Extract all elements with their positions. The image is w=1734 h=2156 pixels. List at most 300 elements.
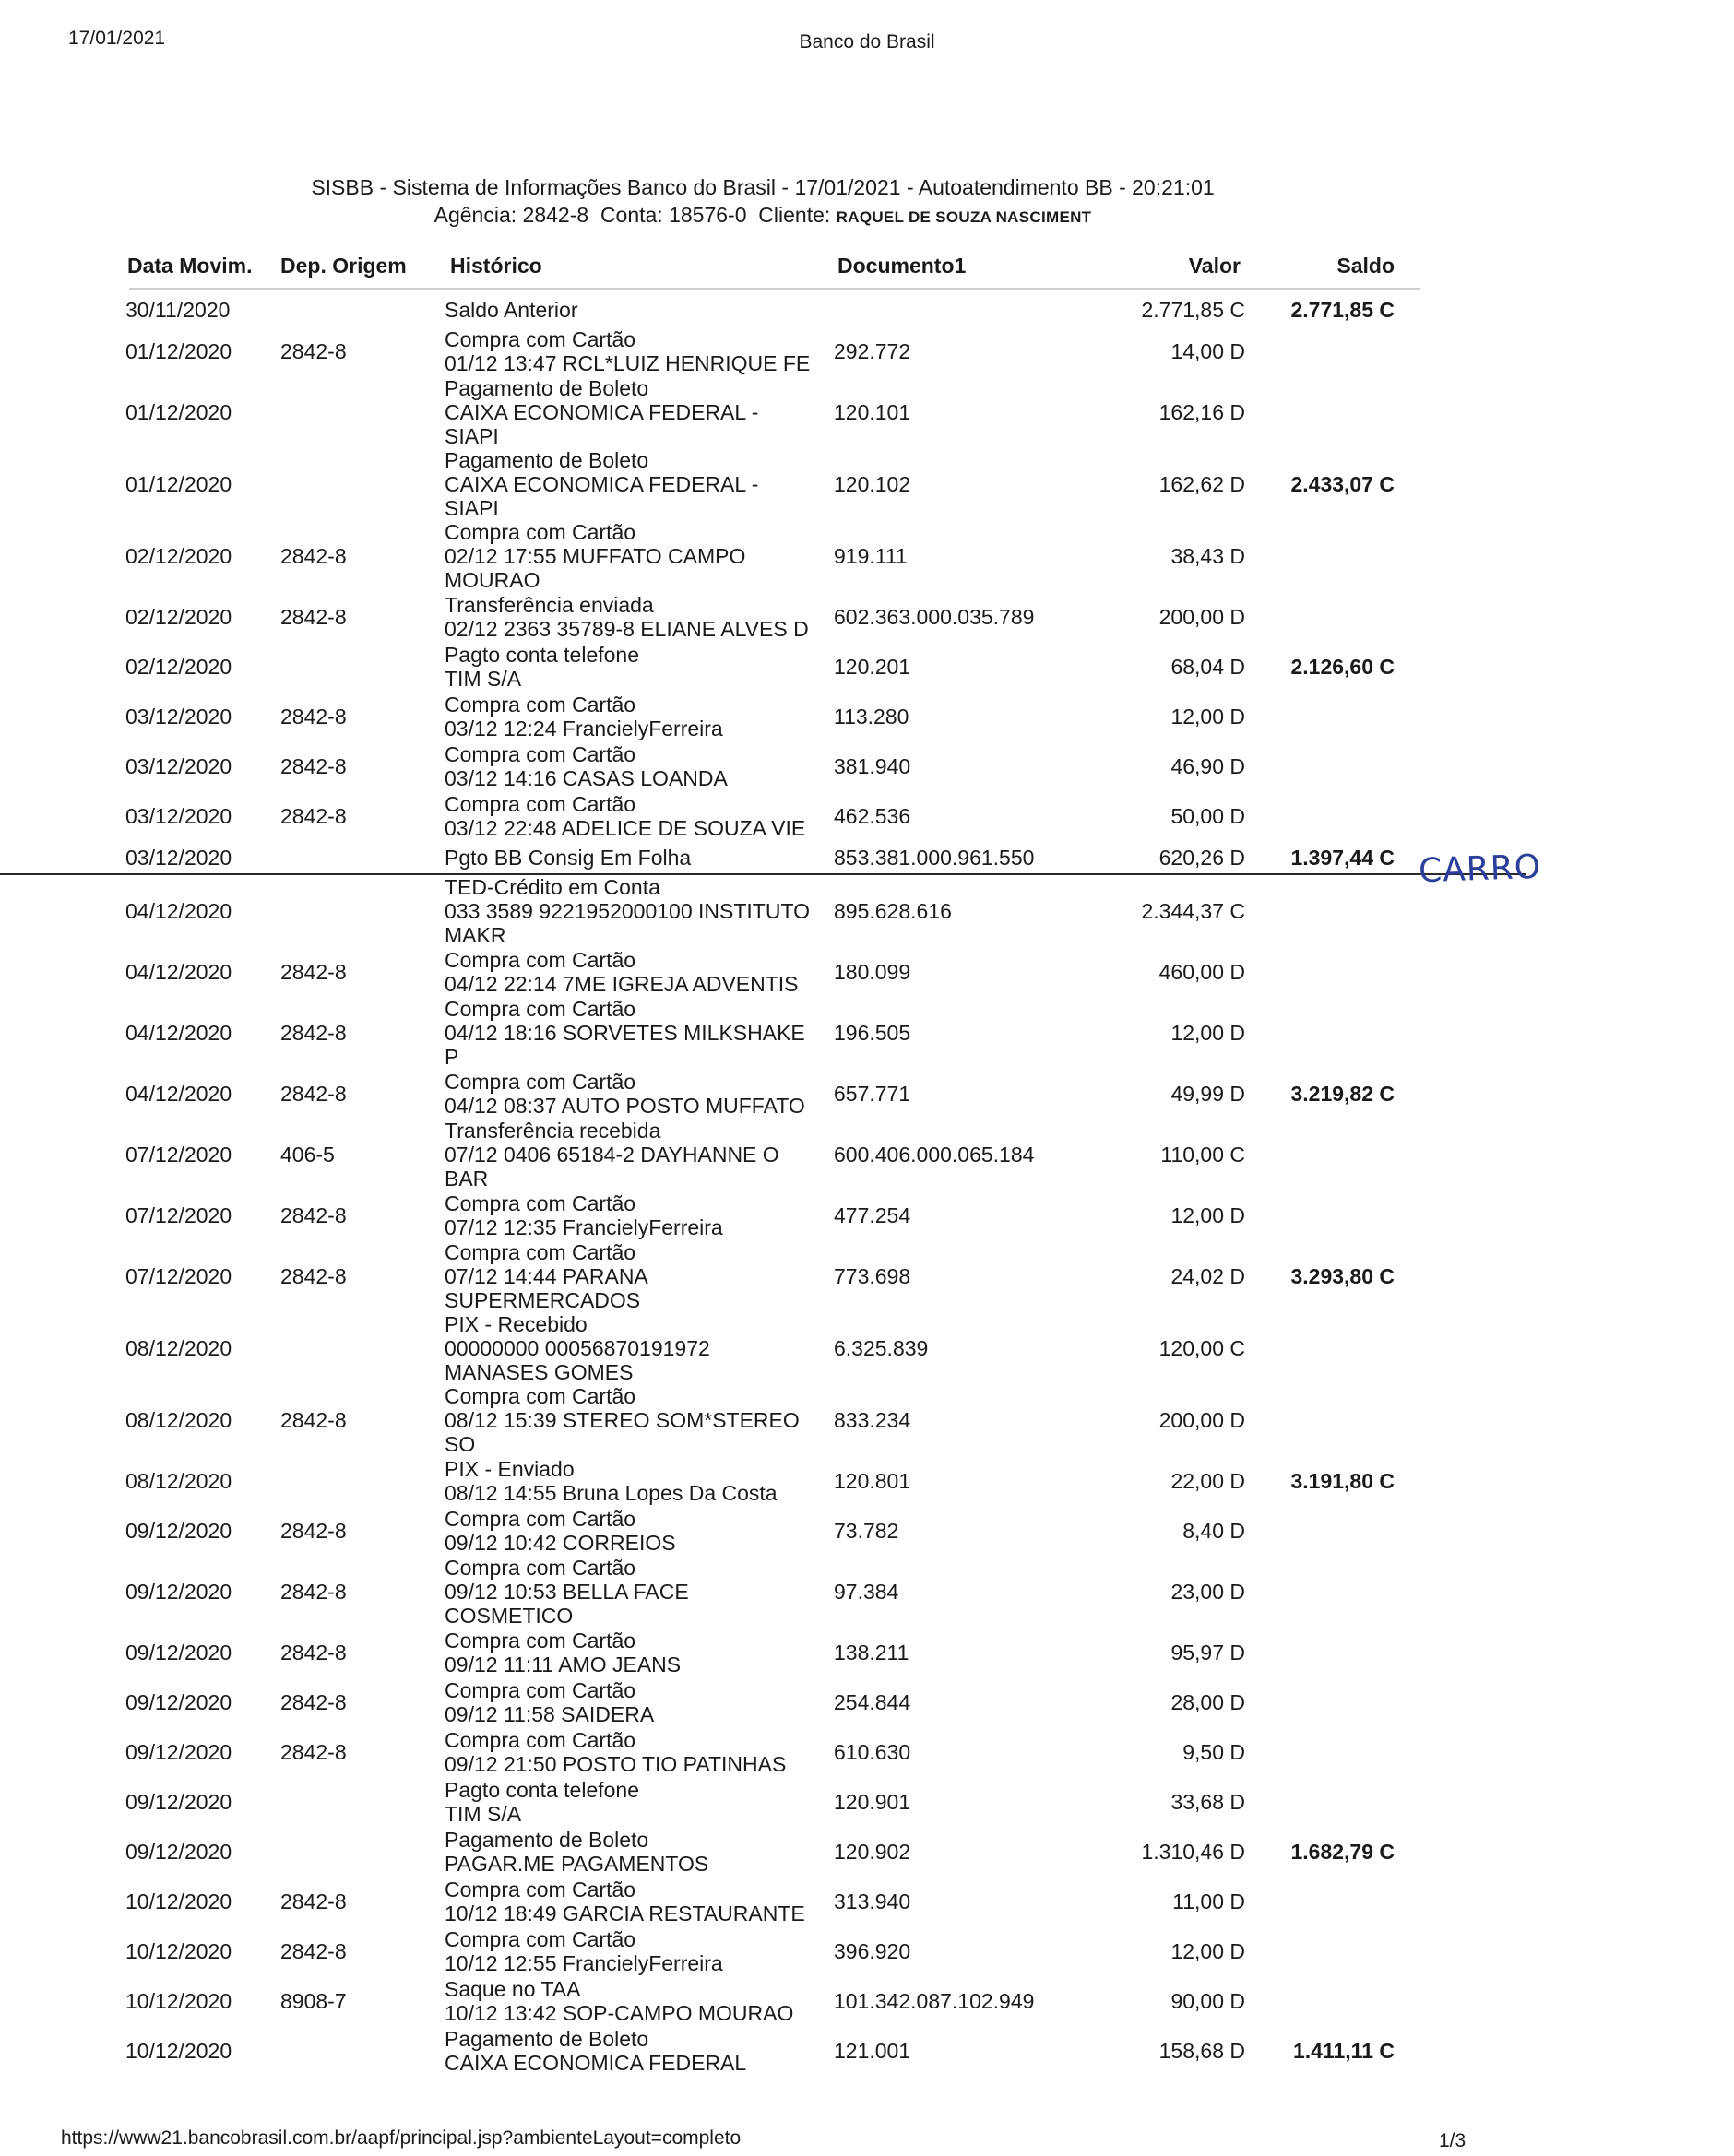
transaction-origin: 2842-8 bbox=[280, 1889, 347, 1913]
transaction-date: 09/12/2020 bbox=[125, 1641, 232, 1664]
transaction-date: 07/12/2020 bbox=[125, 1143, 232, 1167]
transaction-document: 895.628.616 bbox=[834, 899, 952, 923]
row-spacer bbox=[1395, 1628, 1526, 1677]
transaction-document: 602.363.000.035.789 bbox=[834, 605, 1035, 629]
history-line: 07/12 14:44 PARANA bbox=[445, 1264, 648, 1288]
history-line: SIAPI bbox=[445, 424, 499, 448]
row-spacer bbox=[1395, 1456, 1526, 1506]
history-line: P bbox=[445, 1045, 459, 1069]
history-line: Compra com Cartão bbox=[445, 1191, 636, 1215]
transaction-value: 49,99 D bbox=[1170, 1082, 1245, 1106]
transaction-origin bbox=[277, 1777, 443, 1827]
transaction-row bbox=[0, 293, 1526, 326]
row-spacer bbox=[1395, 1877, 1526, 1926]
transaction-value: 200,00 D bbox=[1158, 605, 1245, 629]
history-line: CAIXA ECONOMICA FEDERAL - bbox=[445, 472, 759, 496]
row-spacer bbox=[1395, 2026, 1526, 2076]
transaction-balance bbox=[1254, 1506, 1395, 1556]
transaction-origin: 2842-8 bbox=[280, 960, 347, 984]
client-name: RAQUEL DE SOUZA NASCIMENT bbox=[836, 208, 1092, 226]
transaction-history bbox=[443, 874, 830, 947]
history-line: Pagto conta telefone bbox=[445, 1778, 639, 1802]
transaction-value: 2.344,37 C bbox=[1141, 899, 1245, 923]
row-spacer bbox=[1395, 692, 1526, 741]
transaction-history bbox=[443, 1877, 830, 1926]
col-header-origin: Dep. Origem bbox=[280, 254, 407, 278]
row-spacer bbox=[1395, 1777, 1526, 1827]
transaction-row bbox=[0, 1877, 1526, 1926]
transaction-value: 28,00 D bbox=[1170, 1690, 1245, 1714]
history-line: 07/12 0406 65184-2 DAYHANNE O bbox=[445, 1143, 779, 1167]
history-line: 09/12 10:53 BELLA FACE bbox=[445, 1580, 689, 1604]
history-line: PAGAR.ME PAGAMENTOS bbox=[445, 1852, 709, 1876]
transaction-date: 04/12/2020 bbox=[125, 899, 232, 923]
transaction-value: 11,00 D bbox=[1172, 1889, 1245, 1913]
transaction-document: 254.844 bbox=[834, 1690, 911, 1714]
transaction-date: 10/12/2020 bbox=[125, 1989, 232, 2013]
row-spacer bbox=[1395, 1119, 1526, 1191]
col-header-document: Documento1 bbox=[837, 254, 967, 278]
transaction-history bbox=[443, 997, 830, 1069]
history-line: Compra com Cartão bbox=[445, 1629, 636, 1653]
history-line: 03/12 12:24 FrancielyFerreira bbox=[445, 717, 723, 740]
header-divider bbox=[129, 288, 1420, 290]
transaction-row bbox=[0, 1556, 1526, 1628]
transaction-date: 10/12/2020 bbox=[125, 1889, 232, 1913]
transaction-row bbox=[0, 874, 1526, 947]
transaction-value: 2.771,85 C bbox=[1141, 298, 1245, 322]
client-label: Cliente: bbox=[758, 203, 831, 227]
history-line: 08/12 14:55 Bruna Lopes Da Costa bbox=[445, 1481, 778, 1505]
transaction-origin bbox=[277, 642, 443, 692]
row-spacer bbox=[1395, 1556, 1526, 1628]
transaction-row bbox=[0, 947, 1526, 997]
transaction-history bbox=[443, 1926, 830, 1976]
transaction-date: 02/12/2020 bbox=[125, 544, 232, 568]
history-line: PIX - Enviado bbox=[445, 1457, 575, 1481]
history-line: CAIXA ECONOMICA FEDERAL - bbox=[445, 400, 759, 424]
transaction-value: 1.310,46 D bbox=[1141, 1840, 1245, 1864]
transaction-origin bbox=[277, 2026, 443, 2076]
history-line: Compra com Cartão bbox=[445, 997, 636, 1021]
transaction-row bbox=[0, 520, 1526, 592]
history-line: Compra com Cartão bbox=[445, 1507, 636, 1531]
transaction-document: 196.505 bbox=[834, 1021, 911, 1045]
history-line: Transferência enviada bbox=[445, 593, 654, 617]
transaction-document: 292.772 bbox=[834, 339, 911, 363]
agency-number: 2842-8 bbox=[522, 203, 589, 227]
transaction-origin: 2842-8 bbox=[280, 1203, 347, 1227]
transaction-balance bbox=[1254, 1384, 1395, 1456]
transaction-date: 08/12/2020 bbox=[125, 1336, 232, 1360]
transaction-history bbox=[443, 592, 830, 642]
history-line: TIM S/A bbox=[445, 1802, 522, 1826]
transaction-balance bbox=[1254, 1926, 1395, 1976]
transaction-origin: 8908-7 bbox=[280, 1989, 347, 2013]
transaction-date: 30/11/2020 bbox=[125, 298, 231, 322]
history-line: TED-Crédito em Conta bbox=[445, 875, 660, 899]
transaction-row bbox=[0, 1506, 1526, 1556]
transactions-body bbox=[0, 293, 1526, 2076]
transaction-value: 12,00 D bbox=[1170, 1203, 1245, 1227]
transaction-date: 09/12/2020 bbox=[125, 1790, 232, 1814]
history-line: MANASES GOMES bbox=[445, 1360, 634, 1384]
transaction-date: 09/12/2020 bbox=[125, 1580, 232, 1604]
transaction-value: 110,00 C bbox=[1160, 1143, 1245, 1167]
transaction-document: 833.234 bbox=[834, 1408, 911, 1432]
history-line: Compra com Cartão bbox=[445, 520, 636, 544]
transaction-balance bbox=[1254, 592, 1395, 642]
bank-name: Banco do Brasil bbox=[799, 31, 935, 53]
history-line: Compra com Cartão bbox=[445, 1878, 636, 1901]
transactions-table bbox=[0, 293, 1526, 2076]
transaction-row bbox=[0, 1240, 1526, 1312]
row-spacer bbox=[1395, 997, 1526, 1069]
transaction-date: 08/12/2020 bbox=[125, 1408, 232, 1432]
history-line: 09/12 11:58 SAIDERA bbox=[445, 1702, 655, 1726]
transaction-history bbox=[443, 1384, 830, 1456]
transaction-value: 12,00 D bbox=[1170, 1939, 1245, 1963]
transaction-balance bbox=[1254, 1727, 1395, 1777]
transaction-history bbox=[443, 947, 830, 997]
history-line: SIAPI bbox=[445, 496, 499, 520]
transaction-origin: 2842-8 bbox=[280, 1939, 347, 1963]
transaction-balance: 2.771,85 C bbox=[1290, 298, 1395, 322]
history-line: 04/12 22:14 7ME IGREJA ADVENTIS bbox=[445, 972, 799, 996]
transaction-history bbox=[443, 1312, 830, 1384]
transaction-row bbox=[0, 1976, 1526, 2026]
transaction-history bbox=[443, 1069, 830, 1119]
transaction-date: 10/12/2020 bbox=[125, 1939, 232, 1963]
transaction-row bbox=[0, 1677, 1526, 1727]
transaction-document bbox=[830, 293, 1107, 326]
transaction-document: 657.771 bbox=[834, 1082, 911, 1106]
history-line: Saque no TAA bbox=[445, 1977, 581, 2001]
transaction-history bbox=[443, 1827, 830, 1877]
col-header-value: Valor bbox=[1188, 254, 1241, 278]
transaction-value: 12,00 D bbox=[1170, 705, 1245, 729]
transaction-date: 09/12/2020 bbox=[125, 1840, 232, 1864]
transaction-value: 162,62 D bbox=[1158, 472, 1245, 496]
transaction-origin: 2842-8 bbox=[280, 1408, 347, 1432]
transaction-balance bbox=[1254, 741, 1395, 791]
transaction-date: 08/12/2020 bbox=[125, 1469, 232, 1493]
transaction-document: 138.211 bbox=[834, 1641, 909, 1664]
history-line: 03/12 14:16 CASAS LOANDA bbox=[445, 766, 728, 790]
history-line: MAKR bbox=[445, 923, 506, 947]
transaction-value: 33,68 D bbox=[1170, 1790, 1245, 1814]
transaction-row bbox=[0, 592, 1526, 642]
transaction-date: 03/12/2020 bbox=[0, 841, 277, 874]
transaction-origin bbox=[277, 293, 443, 326]
transaction-history bbox=[443, 1556, 830, 1628]
transaction-origin: 2842-8 bbox=[280, 1264, 347, 1288]
transaction-document: 120.201 bbox=[834, 655, 911, 679]
transaction-document: 381.940 bbox=[834, 754, 911, 778]
row-spacer bbox=[1395, 947, 1526, 997]
transaction-balance bbox=[1254, 1777, 1395, 1827]
history-line: 04/12 18:16 SORVETES MILKSHAKE bbox=[445, 1021, 805, 1045]
system-line: SISBB - Sistema de Informações Banco do Brasil - 17/01/2021 - Autoatendimento BB - 20:21:01 bbox=[311, 175, 1215, 199]
transaction-origin: 2842-8 bbox=[280, 754, 347, 778]
transaction-document: 6.325.839 bbox=[834, 1336, 929, 1360]
transaction-origin: 2842-8 bbox=[280, 1021, 347, 1045]
transaction-balance bbox=[1254, 1628, 1395, 1677]
transaction-document: 610.630 bbox=[834, 1740, 911, 1764]
row-spacer bbox=[1395, 592, 1526, 642]
transaction-row bbox=[0, 741, 1526, 791]
transaction-document: 120.901 bbox=[834, 1790, 911, 1814]
transaction-balance: 1.411,11 C bbox=[1293, 2039, 1395, 2063]
transaction-history bbox=[443, 520, 830, 592]
transaction-history bbox=[443, 1727, 830, 1777]
transaction-balance bbox=[1254, 791, 1395, 841]
transaction-value: 46,90 D bbox=[1170, 754, 1245, 778]
transaction-row bbox=[0, 448, 1526, 520]
transaction-balance bbox=[1254, 997, 1395, 1069]
history-line: PIX - Recebido bbox=[445, 1312, 588, 1336]
transaction-value: 162,16 D bbox=[1158, 400, 1245, 424]
row-spacer bbox=[1395, 1677, 1526, 1727]
transaction-origin: 2842-8 bbox=[280, 1580, 347, 1604]
history-line: Compra com Cartão bbox=[445, 948, 636, 972]
transaction-document: 477.254 bbox=[834, 1203, 911, 1227]
transaction-balance bbox=[1254, 1877, 1395, 1926]
transaction-row bbox=[0, 692, 1526, 741]
history-line: Compra com Cartão bbox=[445, 327, 636, 351]
row-spacer bbox=[1395, 1384, 1526, 1456]
footer-url: https://www21.bancobrasil.com.br/aapf/principal.jsp?ambienteLayout=completo bbox=[61, 2127, 742, 2149]
history-line: 01/12 13:47 RCL*LUIZ HENRIQUE FE bbox=[445, 351, 811, 375]
transaction-date: 09/12/2020 bbox=[125, 1690, 232, 1714]
transaction-history bbox=[443, 692, 830, 741]
history-line: Pgto BB Consig Em Folha bbox=[445, 845, 692, 870]
history-line: 04/12 08:37 AUTO POSTO MUFFATO bbox=[445, 1094, 805, 1118]
transaction-balance: 2.433,07 C bbox=[1290, 472, 1395, 496]
transaction-balance: 2.126,60 C bbox=[1290, 655, 1395, 679]
history-line: Compra com Cartão bbox=[445, 1384, 636, 1408]
transaction-history bbox=[443, 1456, 830, 1506]
transaction-balance bbox=[1254, 376, 1395, 448]
history-line: Compra com Cartão bbox=[445, 1678, 636, 1702]
transaction-document: 180.099 bbox=[834, 960, 911, 984]
transaction-row bbox=[0, 1456, 1526, 1506]
history-line: 10/12 18:49 GARCIA RESTAURANTE bbox=[445, 1901, 805, 1925]
row-spacer bbox=[1395, 741, 1526, 791]
transaction-value: 95,97 D bbox=[1170, 1641, 1245, 1664]
transaction-history bbox=[443, 1677, 830, 1727]
row-spacer bbox=[1395, 642, 1526, 692]
transaction-value: 460,00 D bbox=[1158, 960, 1245, 984]
history-line: 02/12 17:55 MUFFATO CAMPO bbox=[445, 544, 746, 568]
transaction-value: 24,02 D bbox=[1170, 1264, 1245, 1288]
history-line: Compra com Cartão bbox=[445, 693, 636, 717]
page-number: 1/3 bbox=[1439, 2130, 1467, 2151]
transaction-origin: 2842-8 bbox=[280, 1082, 347, 1106]
transaction-balance: 3.191,80 C bbox=[1290, 1469, 1395, 1493]
history-line: 033 3589 9221952000100 INSTITUTO bbox=[445, 899, 810, 923]
history-line: 09/12 10:42 CORREIOS bbox=[445, 1531, 676, 1555]
history-line: Compra com Cartão bbox=[445, 792, 636, 816]
row-spacer bbox=[1395, 326, 1526, 376]
transaction-history bbox=[443, 376, 830, 448]
transaction-balance: 3.293,80 C bbox=[1290, 1264, 1395, 1288]
transaction-balance bbox=[1254, 947, 1395, 997]
transaction-balance bbox=[1254, 1976, 1395, 2026]
transaction-value: 200,00 D bbox=[1158, 1408, 1245, 1432]
transaction-date: 02/12/2020 bbox=[125, 655, 232, 679]
transaction-balance bbox=[1254, 692, 1395, 741]
transaction-history bbox=[443, 2026, 830, 2076]
col-header-balance: Saldo bbox=[1336, 254, 1395, 278]
row-spacer bbox=[1395, 1240, 1526, 1312]
transaction-balance bbox=[1254, 1191, 1395, 1240]
account-label: Conta: bbox=[600, 203, 663, 227]
history-line: Pagamento de Boleto bbox=[445, 1828, 649, 1852]
handwritten-note: CARRO bbox=[1418, 847, 1542, 891]
transaction-document: 313.940 bbox=[834, 1889, 911, 1913]
history-line: 09/12 11:11 AMO JEANS bbox=[445, 1653, 682, 1676]
transaction-row bbox=[0, 326, 1526, 376]
transaction-row bbox=[0, 2026, 1526, 2076]
history-line: 09/12 21:50 POSTO TIO PATINHAS bbox=[445, 1752, 787, 1776]
transaction-balance bbox=[1254, 1312, 1395, 1384]
transaction-history bbox=[443, 1506, 830, 1556]
transaction-date: 03/12/2020 bbox=[125, 804, 232, 828]
transaction-date: 10/12/2020 bbox=[125, 2039, 232, 2063]
transaction-date: 02/12/2020 bbox=[125, 605, 232, 629]
transaction-value: 38,43 D bbox=[1170, 544, 1245, 568]
transaction-history bbox=[443, 741, 830, 791]
transaction-value: 22,00 D bbox=[1170, 1469, 1245, 1493]
transaction-date: 03/12/2020 bbox=[125, 754, 232, 778]
transaction-document: 97.384 bbox=[834, 1580, 899, 1604]
transaction-origin: 2842-8 bbox=[280, 544, 347, 568]
col-header-history: Histórico bbox=[450, 254, 542, 278]
transaction-row bbox=[0, 1119, 1526, 1191]
row-spacer bbox=[1395, 791, 1526, 841]
row-spacer bbox=[1395, 1312, 1526, 1384]
transaction-date: 07/12/2020 bbox=[125, 1203, 232, 1227]
history-line: SO bbox=[445, 1432, 476, 1456]
transaction-history bbox=[443, 841, 830, 874]
row-spacer bbox=[1395, 1191, 1526, 1240]
transaction-history bbox=[443, 791, 830, 841]
history-line: CAIXA ECONOMICA FEDERAL bbox=[445, 2051, 747, 2075]
transaction-balance: 1.682,79 C bbox=[1290, 1840, 1395, 1864]
transaction-document: 600.406.000.065.184 bbox=[834, 1143, 1035, 1167]
transaction-value: 158,68 D bbox=[1158, 2039, 1245, 2063]
history-line: 10/12 12:55 FrancielyFerreira bbox=[445, 1951, 723, 1975]
transaction-history bbox=[443, 326, 830, 376]
transaction-balance bbox=[1254, 1556, 1395, 1628]
history-line: Pagamento de Boleto bbox=[445, 2027, 649, 2051]
transaction-row bbox=[0, 1069, 1526, 1119]
row-spacer bbox=[1395, 1069, 1526, 1119]
transaction-document: 121.001 bbox=[834, 2039, 911, 2063]
transaction-balance bbox=[1254, 1119, 1395, 1191]
transaction-row bbox=[0, 1926, 1526, 1976]
transaction-row bbox=[0, 1191, 1526, 1240]
transaction-history bbox=[443, 1628, 830, 1677]
transaction-value: 8,40 D bbox=[1182, 1519, 1245, 1543]
transaction-value: 14,00 D bbox=[1170, 339, 1245, 363]
transaction-document: 120.801 bbox=[834, 1469, 911, 1493]
transaction-date: 09/12/2020 bbox=[125, 1740, 232, 1764]
transaction-document: 773.698 bbox=[834, 1264, 911, 1288]
transaction-history bbox=[443, 642, 830, 692]
transaction-document: 101.342.087.102.949 bbox=[834, 1989, 1035, 2013]
row-spacer bbox=[1395, 1976, 1526, 2026]
transaction-date: 01/12/2020 bbox=[125, 472, 232, 496]
transaction-origin bbox=[277, 1312, 443, 1384]
transaction-row bbox=[0, 1628, 1526, 1677]
row-spacer bbox=[1395, 1926, 1526, 1976]
transaction-document: 120.101 bbox=[834, 400, 911, 424]
history-line: 02/12 2363 35789-8 ELIANE ALVES D bbox=[445, 617, 809, 641]
history-line: MOURAO bbox=[445, 568, 540, 592]
history-line: Compra com Cartão bbox=[445, 1556, 636, 1580]
row-spacer bbox=[1395, 376, 1526, 448]
transaction-row bbox=[0, 1727, 1526, 1777]
transaction-row bbox=[0, 997, 1526, 1069]
transaction-value: 120,00 C bbox=[1158, 1336, 1245, 1360]
transaction-date: 01/12/2020 bbox=[125, 339, 232, 363]
transaction-row bbox=[0, 642, 1526, 692]
row-spacer bbox=[1395, 1506, 1526, 1556]
transaction-row bbox=[0, 1312, 1526, 1384]
transaction-value: 23,00 D bbox=[1170, 1580, 1245, 1604]
transaction-value: 620,26 D bbox=[1107, 841, 1254, 874]
history-line: 08/12 15:39 STEREO SOM*STEREO bbox=[445, 1408, 800, 1432]
row-spacer bbox=[1395, 1727, 1526, 1777]
transaction-value: 90,00 D bbox=[1170, 1989, 1245, 2013]
history-line: Compra com Cartão bbox=[445, 1240, 636, 1264]
transaction-row bbox=[0, 376, 1526, 448]
transaction-balance bbox=[1254, 326, 1395, 376]
transaction-history bbox=[443, 448, 830, 520]
transaction-history bbox=[443, 293, 830, 326]
transaction-origin: 2842-8 bbox=[280, 804, 347, 828]
history-line: SUPERMERCADOS bbox=[445, 1288, 641, 1312]
transaction-origin bbox=[277, 448, 443, 520]
transaction-history bbox=[443, 1191, 830, 1240]
transaction-document: 113.280 bbox=[834, 705, 909, 729]
transaction-date: 09/12/2020 bbox=[125, 1519, 232, 1543]
transaction-origin: 2842-8 bbox=[280, 339, 347, 363]
row-spacer bbox=[1395, 448, 1526, 520]
transaction-origin: 2842-8 bbox=[280, 1641, 347, 1664]
history-line: 07/12 12:35 FrancielyFerreira bbox=[445, 1215, 723, 1239]
transaction-row bbox=[0, 1827, 1526, 1877]
transaction-value: 12,00 D bbox=[1170, 1021, 1245, 1045]
row-spacer bbox=[1395, 293, 1526, 326]
transaction-value: 68,04 D bbox=[1170, 655, 1245, 679]
history-line: 00000000 00056870191972 bbox=[445, 1336, 710, 1360]
transaction-document: 73.782 bbox=[834, 1519, 899, 1543]
transaction-document: 462.536 bbox=[834, 804, 911, 828]
transaction-document: 853.381.000.961.550 bbox=[830, 841, 1107, 874]
transaction-origin bbox=[277, 376, 443, 448]
history-line: Pagamento de Boleto bbox=[445, 448, 649, 472]
col-header-date: Data Movim. bbox=[127, 254, 253, 278]
transaction-origin bbox=[277, 1456, 443, 1506]
transaction-document: 396.920 bbox=[834, 1939, 911, 1963]
transaction-history bbox=[443, 1119, 830, 1191]
history-line: 03/12 22:48 ADELICE DE SOUZA VIE bbox=[445, 816, 806, 840]
history-line: Pagto conta telefone bbox=[445, 643, 639, 667]
transaction-balance: 3.219,82 C bbox=[1290, 1082, 1395, 1106]
